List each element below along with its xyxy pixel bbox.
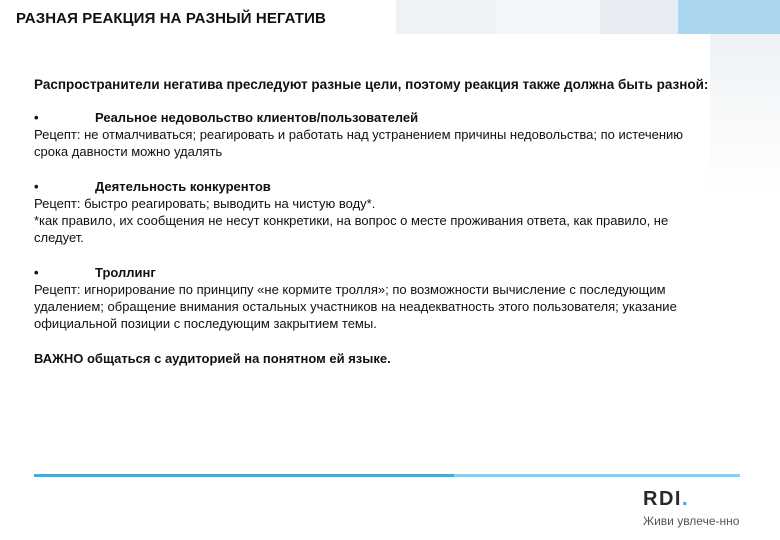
bullet-icon: • <box>34 265 39 280</box>
bullet-icon: • <box>34 110 39 125</box>
decor-block <box>396 0 496 34</box>
section-competitors <box>34 178 714 246</box>
section-heading-text: Деятельность конкурентов <box>95 179 271 194</box>
intro-text: Распространители негатива преследуют разные цели, поэтому реакция также должна быть разной: <box>34 77 709 92</box>
slide-body <box>34 74 714 367</box>
rdi-logo <box>643 488 739 529</box>
page-title: РАЗНАЯ РЕАКЦИЯ НА РАЗНЫЙ НЕГАТИВ <box>16 10 326 27</box>
decor-block <box>496 0 600 34</box>
logo-wordmark <box>643 488 739 510</box>
logo-word-text: RDI <box>643 488 682 510</box>
section-heading-text: Реальное недовольство клиентов/пользователей <box>95 110 419 125</box>
section-heading-text: Троллинг <box>95 265 156 280</box>
section-real-dissatisfaction <box>34 109 714 160</box>
section-note: *как правило, их сообщения не несут конкретики, на вопрос о месте проживания ответа, как правило, не следует. <box>34 213 669 245</box>
section-heading <box>34 264 714 281</box>
logo-dot: . <box>681 488 690 510</box>
bullet-icon: • <box>34 179 39 194</box>
section-heading <box>34 178 714 195</box>
section-recipe: Рецепт: быстро реагировать; выводить на чистую воду*. <box>34 196 376 211</box>
decor-block <box>678 0 780 34</box>
decorative-header-strip <box>396 0 780 34</box>
important-note: ВАЖНО общаться с аудиторией на понятном ей языке. <box>34 351 391 366</box>
section-heading <box>34 109 714 126</box>
section-trolling <box>34 264 714 332</box>
logo-slogan: Живи увлече-нно <box>643 514 740 528</box>
title-bar <box>0 0 396 34</box>
section-recipe: Рецепт: игнорирование по принципу «не кормите тролля»; по возможности вычисление с последующим удалением; обращение внимания остальных участников на неадекватность этого пользователя; указание официальной позиции с последующим закрытием темы. <box>34 282 677 331</box>
decor-block <box>600 0 678 34</box>
footer-divider <box>34 474 740 477</box>
decorative-side-column <box>710 34 780 194</box>
section-recipe: Рецепт: не отмалчиваться; реагировать и работать над устранением причины недовольства; по истечению срока давности можно удалять <box>34 127 684 159</box>
